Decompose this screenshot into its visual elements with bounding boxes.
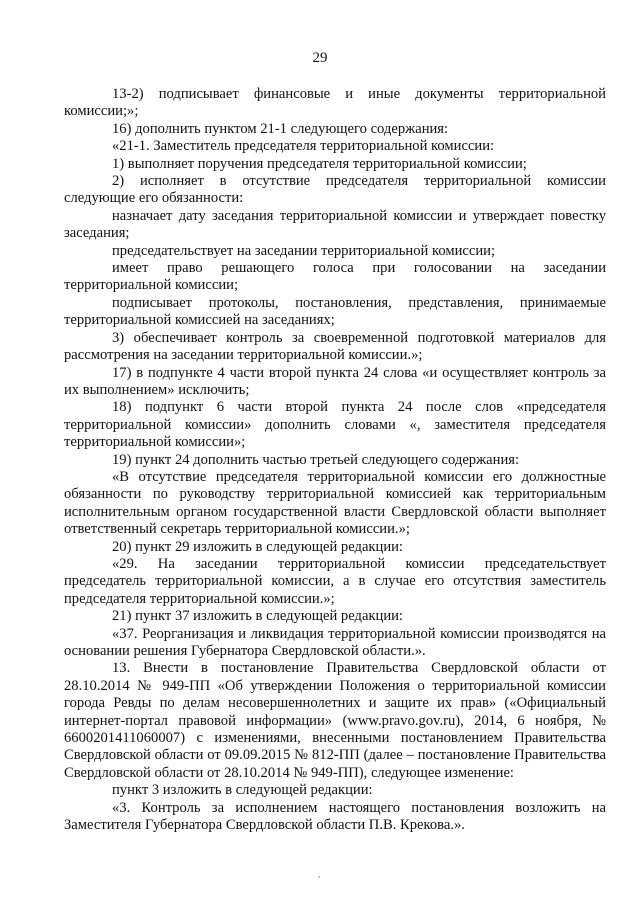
paragraph: 3) обеспечивает контроль за своевременной подготовкой материалов для рассмотрения на заседании территориальной комиссии.»; — [64, 329, 606, 364]
paragraph: 17) в подпункте 4 части второй пункта 24 слова «и осуществляет контроль за их выполнением» исключить; — [64, 364, 606, 398]
page-number: 29 — [312, 50, 328, 66]
paragraph: «37. Реорганизация и ликвидация территориальной комиссии производятся на основании решения Губернатора Свердловской области.». — [64, 625, 606, 659]
paragraph: 21) пункт 37 изложить в следующей редакции: — [112, 608, 403, 625]
paragraph: пункт 3 изложить в следующей редакции: — [112, 782, 373, 799]
document-body — [64, 86, 606, 834]
paragraph: «В отсутствие председателя территориальной комиссии его должностные обязанности по руководству территориальной комиссией как территориальным исполнительным органом государственной власти Свердловской области выполняет ответственный секретарь территориальной комиссии.»; — [64, 468, 606, 538]
paragraph: председательствует на заседании территориальной комиссии; — [112, 242, 496, 259]
paragraph: назначает дату заседания территориальной комиссии и утверждает повестку заседания; — [64, 207, 606, 242]
scan-speck — [318, 876, 320, 878]
paragraph: 16) дополнить пунктом 21-1 следующего содержания: — [112, 120, 449, 137]
paragraph: подписывает протоколы, постановления, представления, принимаемые территориальной комиссией на заседаниях; — [64, 294, 606, 329]
paragraph: 13-2) подписывает финансовые и иные документы территориальной комиссии;»; — [64, 86, 606, 120]
paragraph: 1) выполняет поручения председателя территориальной комиссии; — [112, 155, 527, 172]
paragraph: 2) исполняет в отсутствие председателя территориальной комиссии следующие его обязанности: — [64, 173, 606, 207]
paragraph: 20) пункт 29 изложить в следующей редакции: — [112, 538, 403, 555]
paragraph: 18) подпункт 6 части второй пункта 24 после слов «председателя территориальной комиссии» дополнить словами «, заместителя председателя территориальной комиссии»; — [64, 399, 606, 451]
paragraph: 13. Внести в постановление Правительства Свердловской области от 28.10.2014 № 949-ПП «Об утверждении Положения о территориальной комиссии города Ревды по делам несовершеннолетних и защите их прав» («Официальный интернет-портал правовой информации» (www.pravo.gov.ru), 2014, 6 ноября, № 6600201411060007) с изменениями, внесенными постановлением Правительства Свердловской области от 09.09.2015 № 812-ПП (далее – постановление Правительства Свердловской области от 28.10.2014 № 949-ПП), следующее изменение: — [64, 660, 606, 781]
paragraph: 19) пункт 24 дополнить частью третьей следующего содержания: — [112, 451, 520, 468]
paragraph: «3. Контроль за исполнением настоящего постановления возложить на Заместителя Губернатора Свердловской области П.В. Крекова.». — [64, 799, 606, 834]
paragraph: имеет право решающего голоса при голосовании на заседании территориальной комиссии; — [64, 260, 606, 294]
paragraph: «29. На заседании территориальной комиссии председательствует председатель территориальной комиссии, а в случае его отсутствия заместитель председателя территориальной комиссии.»; — [64, 555, 606, 607]
paragraph: «21-1. Заместитель председателя территориальной комиссии: — [112, 138, 495, 155]
